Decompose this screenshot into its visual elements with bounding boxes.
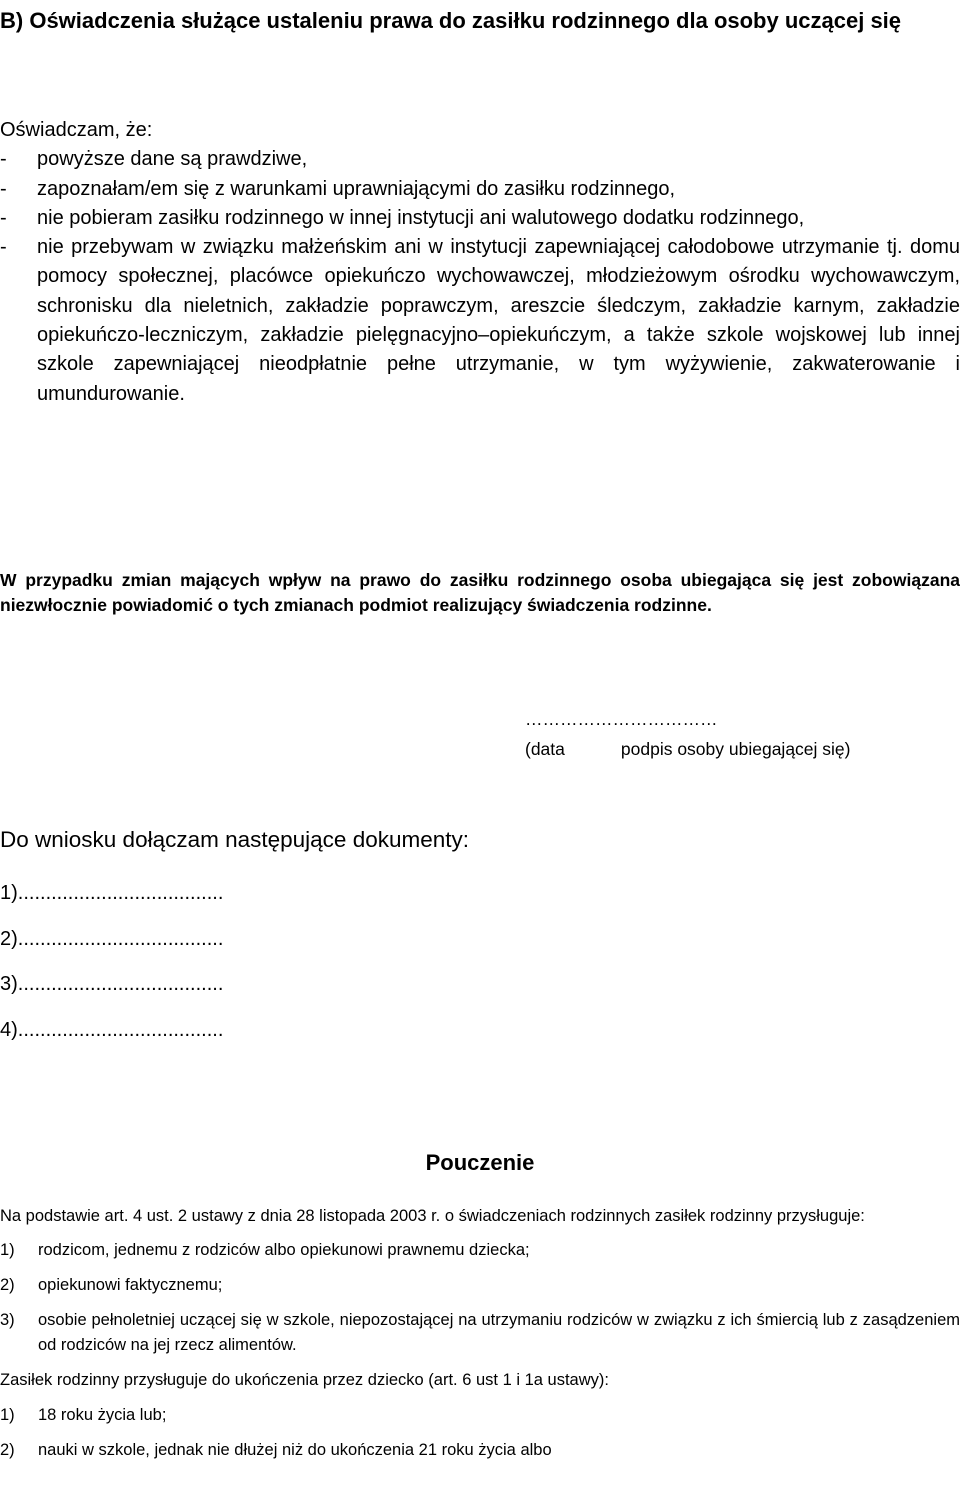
attachments-list: [0, 871, 600, 1053]
declaration-item: [0, 175, 960, 204]
attachment-line: 3).....................................: [0, 973, 224, 995]
section-title: B) Oświadczenia służące ustaleniu prawa do zasiłku rodzinnego dla osoby uczącej się: [0, 8, 902, 33]
pouczenie-block: [0, 1204, 960, 1463]
item-number: 2): [0, 1441, 15, 1459]
item-number: 3): [0, 1311, 15, 1329]
pouczenie-title: Pouczenie: [425, 1150, 535, 1175]
attachment-line: 1).....................................: [0, 882, 224, 904]
item-number: 2): [0, 1276, 15, 1294]
declarations-list: [0, 145, 960, 409]
declaration-text: powyższe dane są prawdziwe,: [37, 148, 308, 171]
declaration-item: [0, 145, 960, 174]
recipient-item: [0, 1308, 960, 1358]
item-text: rodzicom, jednemu z rodziców albo opiekunowi prawnemu dziecka;: [38, 1241, 530, 1259]
item-text: opiekunowi faktycznemu;: [38, 1276, 223, 1294]
dash-bullet: -: [0, 148, 7, 171]
change-notice: W przypadku zmian mających wpływ na prawo do zasiłku rodzinnego osoba ubiegająca się jest zobowiązana niezwłocznie powiadomić o tych zmianach podmiot realizujący świadczenia rodzinne.: [0, 570, 960, 615]
item-text: osobie pełnoletniej uczącej się w szkole, niepozostającej na utrzymaniu rodziców w związku z ich śmiercią lub z zasądzeniem od rodziców na jej rzecz alimentów.: [38, 1311, 960, 1354]
signature-line: ……………………………: [525, 709, 718, 729]
item-number: 1): [0, 1241, 15, 1259]
item-text: nauki w szkole, jednak nie dłużej niż do ukończenia 21 roku życia albo: [38, 1441, 552, 1459]
sign-label: podpis osoby ubiegającej się): [620, 739, 851, 759]
recipient-item: [0, 1273, 960, 1298]
attachments-heading: Do wniosku dołączam następujące dokumenty:: [0, 827, 470, 852]
signature-block: [525, 704, 955, 764]
pouczenie-intro: Na podstawie art. 4 ust. 2 ustawy z dnia 28 listopada 2003 r. o świadczeniach rodzinnych zasiłek rodzinny przysługuje:: [0, 1207, 865, 1225]
declarations-block: [0, 116, 960, 409]
declaration-text: zapoznałam/em się z warunkami uprawniającymi do zasiłku rodzinnego,: [37, 177, 676, 200]
recipient-item: [0, 1238, 960, 1263]
declaration-text: nie przebywam w związku małżeńskim ani w instytucji zapewniającej całodobowe utrzymanie tj. domu pomocy społecznej, placówce opiekuńczo wychowawczej, młodzieżowym ośrodku wychowawczym, schronisku dla nieletnich, zakładzie poprawczym, areszcie śledczym, zakładzie karnym, zakładzie opiekuńczo-leczniczym, zakładzie pielęgnacyjno–opiekuńczym, a także szkole wojskowej lub innej szkole zapewniającej nieodpłatnie pełne utrzymanie, w tym wyżywienie, zakwaterowanie i umundurowanie.: [37, 236, 960, 405]
attachment-line: 2).....................................: [0, 927, 224, 950]
dash-bullet: -: [0, 206, 7, 229]
declaration-item: [0, 204, 960, 233]
dash-bullet: -: [0, 177, 7, 200]
declarations-intro: Oświadczam, że:: [0, 119, 153, 141]
duration-item: [0, 1438, 960, 1463]
dash-bullet: -: [0, 236, 7, 259]
signature-labels: [525, 734, 955, 764]
declaration-item: [0, 233, 960, 409]
declaration-text: nie pobieram zasiłku rodzinnego w innej instytucji ani walutowego dodatku rodzinnego,: [37, 206, 805, 229]
attachment-line: 4).....................................: [0, 1018, 224, 1041]
item-number: 1): [0, 1406, 15, 1424]
duration-intro: Zasiłek rodzinny przysługuje do ukończenia przez dziecko (art. 6 ust 1 i 1a ustawy):: [0, 1371, 609, 1389]
date-label: (data: [525, 739, 565, 759]
item-text: 18 roku życia lub;: [38, 1406, 167, 1424]
duration-item: [0, 1403, 960, 1428]
